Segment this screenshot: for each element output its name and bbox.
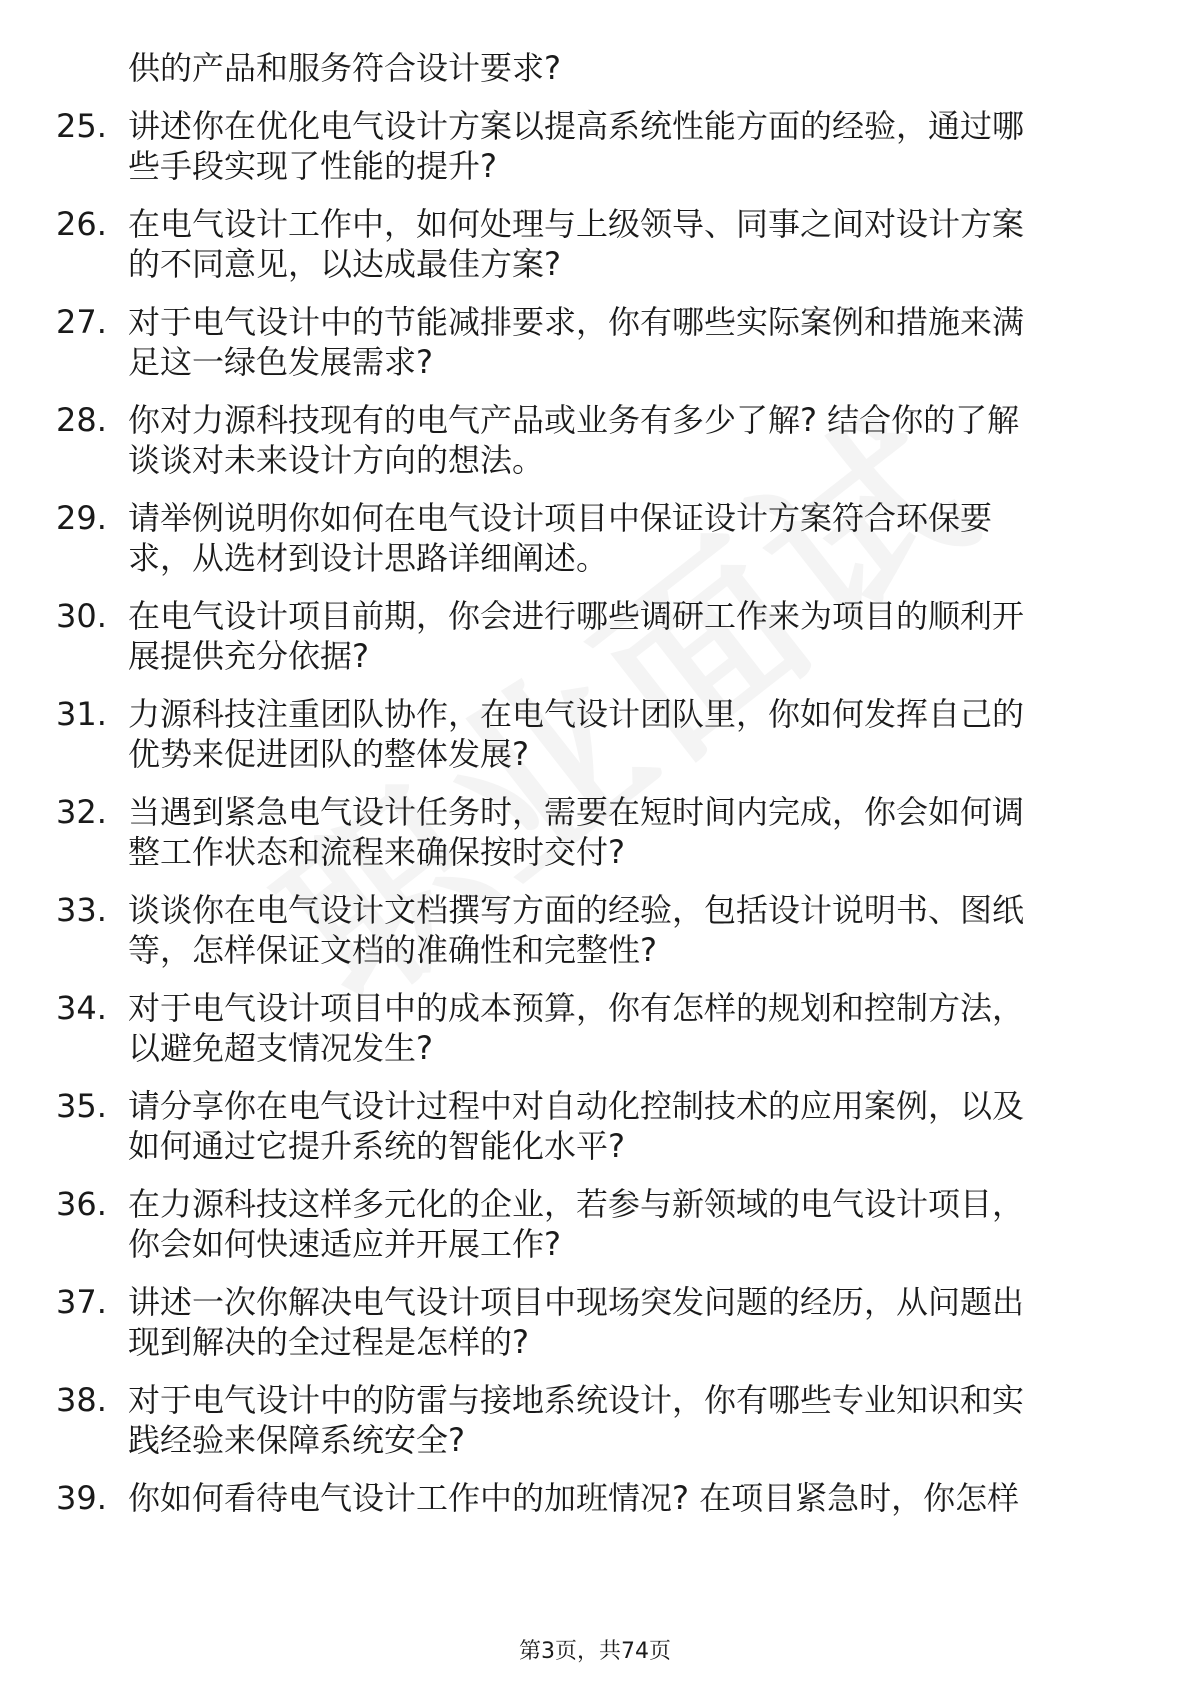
page-footer: 第3页，共74页	[519, 1639, 671, 1664]
question-text-line: 以避免超支情况发生?	[128, 1029, 433, 1067]
question-item	[0, 596, 1190, 694]
question-text-line: 你对力源科技现有的电气产品或业务有多少了解? 结合你的了解	[128, 401, 1020, 439]
question-item	[0, 1478, 1190, 1576]
question-item	[0, 1380, 1190, 1478]
question-text	[128, 1184, 1118, 1264]
question-item	[0, 890, 1190, 988]
question-text-line: 谈谈你在电气设计文档撰写方面的经验，包括设计说明书、图纸	[128, 891, 1025, 929]
question-text-line: 力源科技注重团队协作，在电气设计团队里，你如何发挥自己的	[128, 695, 1025, 733]
question-text	[128, 1086, 1118, 1166]
question-text-line: 现到解决的全过程是怎样的?	[128, 1323, 529, 1361]
question-text-line: 求，从选材到设计思路详细阐述。	[128, 539, 609, 577]
question-text-line: 些手段实现了性能的提升?	[128, 147, 497, 185]
question-text	[128, 1380, 1118, 1460]
question-number: 26.	[56, 205, 107, 243]
question-text	[128, 302, 1118, 382]
question-text-line: 如何通过它提升系统的智能化水平?	[128, 1127, 625, 1165]
question-text	[128, 400, 1118, 480]
question-text	[128, 792, 1118, 872]
question-item	[0, 400, 1190, 498]
question-item	[0, 302, 1190, 400]
question-text-line: 请举例说明你如何在电气设计项目中保证设计方案符合环保要	[128, 499, 993, 537]
question-text-line: 请分享你在电气设计过程中对自动化控制技术的应用案例，以及	[128, 1087, 1025, 1125]
question-text	[128, 596, 1118, 676]
question-text-line: 优势来促进团队的整体发展?	[128, 735, 529, 773]
question-item	[0, 792, 1190, 890]
question-item	[0, 498, 1190, 596]
question-text-line: 对于电气设计中的节能减排要求，你有哪些实际案例和措施来满	[128, 303, 1025, 341]
question-text	[128, 106, 1118, 186]
question-number: 28.	[56, 401, 107, 439]
question-item	[0, 204, 1190, 302]
question-text-line: 讲述一次你解决电气设计项目中现场突发问题的经历，从问题出	[128, 1283, 1025, 1321]
question-number: 35.	[56, 1087, 107, 1125]
question-text-line: 对于电气设计中的防雷与接地系统设计，你有哪些专业知识和实	[128, 1381, 1025, 1419]
question-text	[128, 204, 1118, 284]
question-text-line: 展提供充分依据?	[128, 637, 369, 675]
question-number: 33.	[56, 891, 107, 929]
question-text-line: 讲述你在优化电气设计方案以提高系统性能方面的经验，通过哪	[128, 107, 1025, 145]
question-text-line: 你如何看待电气设计工作中的加班情况? 在项目紧急时，你怎样	[128, 1479, 1020, 1517]
question-text-line: 践经验来保障系统安全?	[128, 1421, 465, 1459]
question-text-line: 你会如何快速适应并开展工作?	[128, 1225, 561, 1263]
question-number: 30.	[56, 597, 107, 635]
continuation-line: 供的产品和服务符合设计要求?	[128, 49, 561, 87]
question-item	[0, 1282, 1190, 1380]
question-text	[128, 1478, 1118, 1518]
question-number: 29.	[56, 499, 107, 537]
question-text-line: 在力源科技这样多元化的企业，若参与新领域的电气设计项目，	[128, 1185, 1025, 1223]
question-item	[0, 694, 1190, 792]
question-number: 32.	[56, 793, 107, 831]
question-text-line: 在电气设计工作中，如何处理与上级领导、同事之间对设计方案	[128, 205, 1025, 243]
question-item	[0, 106, 1190, 204]
question-text-line: 的不同意见，以达成最佳方案?	[128, 245, 561, 283]
question-number: 27.	[56, 303, 107, 341]
question-number: 31.	[56, 695, 107, 733]
question-text-line: 当遇到紧急电气设计任务时，需要在短时间内完成，你会如何调	[128, 793, 1025, 831]
question-text	[128, 498, 1118, 578]
question-text	[128, 988, 1118, 1068]
question-text	[128, 890, 1118, 970]
question-text-line: 等，怎样保证文档的准确性和完整性?	[128, 931, 657, 969]
question-text	[128, 694, 1118, 774]
question-item	[0, 988, 1190, 1086]
question-number: 36.	[56, 1185, 107, 1223]
question-text-line: 在电气设计项目前期，你会进行哪些调研工作来为项目的顺利开	[128, 597, 1025, 635]
question-number: 34.	[56, 989, 107, 1027]
question-item	[0, 1086, 1190, 1184]
question-number: 38.	[56, 1381, 107, 1419]
question-text	[128, 1282, 1118, 1362]
question-number: 37.	[56, 1283, 107, 1321]
question-text-line: 足这一绿色发展需求?	[128, 343, 433, 381]
question-list	[0, 106, 1190, 1576]
question-text-line: 对于电气设计项目中的成本预算，你有怎样的规划和控制方法，	[128, 989, 1025, 1027]
question-item	[0, 1184, 1190, 1282]
question-text-line: 谈谈对未来设计方向的想法。	[128, 441, 545, 479]
question-number: 25.	[56, 107, 107, 145]
question-text-line: 整工作状态和流程来确保按时交付?	[128, 833, 625, 871]
question-number: 39.	[56, 1479, 107, 1517]
